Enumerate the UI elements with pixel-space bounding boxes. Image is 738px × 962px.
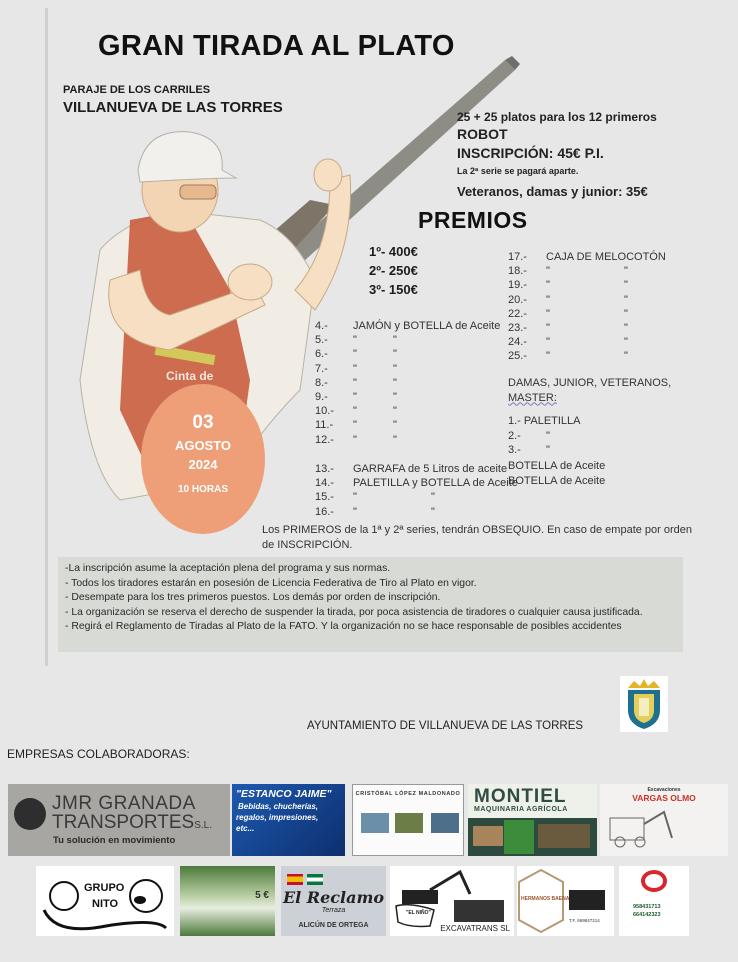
sponsor-hermanos-baena bbox=[517, 866, 614, 936]
prize-row bbox=[315, 462, 518, 476]
prize-row bbox=[315, 433, 500, 447]
category-extra bbox=[508, 459, 605, 488]
prize-row bbox=[315, 319, 500, 333]
jmr-suffix: S.L. bbox=[194, 820, 212, 831]
date-badge bbox=[141, 384, 265, 534]
prize-row bbox=[315, 347, 500, 361]
reclamo-name: El Reclamo bbox=[282, 888, 385, 907]
hermanos-phone: T.F. 669847214 bbox=[569, 918, 600, 923]
mode-info: ROBOT bbox=[457, 126, 508, 142]
estanco-name: "ESTANCO JAIME" bbox=[236, 788, 332, 800]
prize-row bbox=[315, 505, 518, 519]
prize-number: 5.- bbox=[315, 334, 328, 347]
left-border-line bbox=[45, 8, 48, 666]
backhoe-icon bbox=[606, 808, 676, 848]
ditto-mark: " bbox=[393, 376, 397, 389]
ditto-mark: " bbox=[353, 405, 357, 418]
prize-row bbox=[315, 404, 500, 418]
prize-number: 1.- bbox=[508, 415, 521, 427]
prize-number: 11.- bbox=[315, 419, 334, 432]
prize-number: 19.- bbox=[508, 279, 527, 292]
prize-number: 20.- bbox=[508, 293, 527, 306]
ditto-mark: " bbox=[546, 336, 550, 349]
prizes-heading: PREMIOS bbox=[418, 207, 528, 233]
prize-row bbox=[315, 490, 518, 504]
prize-row bbox=[315, 376, 500, 390]
rule-3: - Desempate para los tres primeros puestos. Los demás por orden de inscripción. bbox=[65, 592, 441, 603]
sponsor-excavatrans bbox=[390, 866, 514, 936]
prize-number: 16.- bbox=[315, 505, 334, 518]
sponsor-vargas-olmo bbox=[600, 784, 728, 856]
prize-number: 15.- bbox=[315, 491, 334, 504]
category-extra-1: BOTELLA de Aceite bbox=[508, 460, 606, 472]
jmr-line2: TRANSPORTES bbox=[52, 812, 195, 833]
prize-row bbox=[508, 321, 666, 335]
prize-number: 2.- bbox=[508, 429, 521, 442]
ditto-mark: " bbox=[624, 293, 628, 306]
reclamo-sub: Terraza bbox=[321, 907, 346, 914]
reclamo-place: ALICÚN DE ORTEGA bbox=[298, 922, 369, 929]
ditto-mark: " bbox=[546, 265, 550, 278]
prize-text: JAMÓN y BOTELLA de Aceite bbox=[353, 320, 501, 332]
sponsor-jmr-granada bbox=[8, 784, 230, 856]
prize-number: 4.- bbox=[315, 320, 328, 332]
prize-row bbox=[315, 390, 500, 404]
montiel-sub: MAQUINARIA AGRÍCOLA bbox=[474, 806, 568, 813]
second-series-info: La 2ª serie se pagará aparte. bbox=[457, 166, 579, 176]
ditto-mark: " bbox=[353, 334, 357, 347]
category-heading-2: MASTER: bbox=[508, 391, 557, 404]
prize-number: 25.- bbox=[508, 350, 527, 363]
ditto-mark: " bbox=[624, 350, 628, 363]
prize-3: 3º- 150€ bbox=[369, 282, 418, 297]
ditto-mark: " bbox=[624, 336, 628, 349]
plates-info: 25 + 25 platos para los 12 primeros bbox=[457, 110, 657, 124]
excavatrans-nick: "EL NIÑO" bbox=[406, 910, 431, 916]
prize-text: PALETILLA bbox=[523, 415, 581, 427]
prize-1: 1º- 400€ bbox=[369, 244, 418, 259]
prize-text: PALETILLA y BOTELLA de Aceite bbox=[353, 477, 518, 490]
prize-number: 6.- bbox=[315, 348, 328, 361]
ditto-mark: " bbox=[353, 376, 357, 389]
category-prize-row bbox=[508, 429, 671, 444]
montiel-name: MONTIEL bbox=[474, 786, 567, 807]
ditto-mark: " bbox=[393, 433, 397, 446]
prize-text: CAJA DE MELOCOTÓN bbox=[546, 251, 666, 263]
jmr-tagline: Tu solución en movimiento bbox=[53, 835, 176, 846]
ditto-mark: " bbox=[624, 322, 628, 335]
jmr-line2-wrap bbox=[52, 813, 212, 835]
prize-number: 13.- bbox=[315, 463, 334, 475]
event-day: 03 bbox=[192, 412, 214, 433]
red-swirl-icon bbox=[641, 870, 667, 892]
ditto-mark: " bbox=[546, 307, 550, 320]
fee-info: INSCRIPCIÓN: 45€ P.I. bbox=[457, 145, 604, 161]
ditto-mark: " bbox=[393, 419, 397, 432]
prize-number: 22.- bbox=[508, 307, 527, 320]
event-year: 2024 bbox=[188, 457, 218, 472]
prize-2: 2º- 250€ bbox=[369, 263, 418, 278]
prize-text: GARRAFA de 5 Litros de aceite bbox=[353, 463, 508, 475]
nito-line1: GRUPO bbox=[84, 882, 125, 894]
aceite-price: 5 € bbox=[255, 890, 269, 901]
last-phone1: 958431713 bbox=[633, 904, 661, 910]
nito-line2: NITO bbox=[92, 898, 119, 910]
photo-1 bbox=[361, 813, 389, 833]
prize-row bbox=[508, 278, 666, 292]
estanco-line2: regalos, impresiones, bbox=[236, 813, 319, 822]
prize-number: 9.- bbox=[315, 391, 328, 404]
photo-2 bbox=[395, 813, 423, 833]
ditto-mark: " bbox=[431, 505, 435, 518]
prize-number: 18.- bbox=[508, 265, 527, 278]
rules-box bbox=[58, 557, 683, 652]
ditto-mark: " bbox=[353, 362, 357, 375]
vest-caption: Cinta de bbox=[166, 369, 214, 383]
category-heading: DAMAS, JUNIOR, VETERANOS, bbox=[508, 377, 672, 389]
rule-5: - Regirá el Reglamento de Tiradas al Plato de la FATO. Y la organización no se hace responsable de posibles accidentes bbox=[65, 621, 622, 632]
organizer-name: AYUNTAMIENTO DE VILLANUEVA DE LAS TORRES bbox=[307, 720, 584, 732]
ditto-mark: " bbox=[546, 279, 550, 292]
ditto-mark: " bbox=[546, 322, 550, 335]
reduced-fee-info: Veteranos, damas y junior: 35€ bbox=[457, 184, 648, 199]
prize-row bbox=[315, 333, 500, 347]
sponsor-el-reclamo bbox=[281, 866, 386, 936]
prize-row bbox=[508, 307, 666, 321]
prize-row bbox=[508, 250, 666, 264]
ditto-mark: " bbox=[353, 433, 357, 446]
ditto-mark: " bbox=[353, 505, 357, 518]
ditto-mark: " bbox=[353, 419, 357, 432]
ditto-mark: " bbox=[393, 405, 397, 418]
ditto-mark: " bbox=[624, 279, 628, 292]
ditto-mark: " bbox=[546, 350, 550, 363]
category-prizes bbox=[508, 376, 671, 458]
coat-of-arms-icon bbox=[620, 676, 668, 732]
rule-4: - La organización se reserva el derecho de suspender la tirada, por poca asistencia de tiradores o cualquier causa justificada. bbox=[65, 606, 643, 618]
prize-number: 7.- bbox=[315, 362, 328, 375]
ditto-mark: " bbox=[546, 293, 550, 306]
town-name: VILLANUEVA DE LAS TORRES bbox=[63, 99, 283, 116]
prize-row bbox=[315, 362, 500, 376]
prize-row bbox=[508, 349, 666, 363]
category-extra-2: BOTELLA de Aceite bbox=[508, 474, 606, 487]
event-details bbox=[457, 110, 657, 205]
prize-row bbox=[508, 335, 666, 349]
prize-number: 24.- bbox=[508, 336, 527, 349]
globe-icon bbox=[14, 798, 46, 830]
ditto-mark: " bbox=[353, 491, 357, 504]
prize-list-left bbox=[315, 319, 500, 447]
prize-number: 8.- bbox=[315, 376, 328, 389]
obsequio-note: Los PRIMEROS de la 1ª y 2ª series, tendrán OBSEQUIO. En caso de empate por orden de INSCRIPCIÓN. bbox=[262, 524, 693, 551]
category-prize-row bbox=[508, 443, 671, 458]
photo-3 bbox=[431, 813, 459, 833]
ditto-mark: " bbox=[353, 348, 357, 361]
rule-1: -La inscripción asume la aceptación plena del programa y sus normas. bbox=[65, 563, 391, 574]
top-prizes bbox=[369, 242, 418, 299]
ditto-mark: " bbox=[393, 348, 397, 361]
ditto-mark: " bbox=[431, 491, 435, 504]
ditto-mark: " bbox=[353, 391, 357, 404]
prize-number: 17.- bbox=[508, 251, 527, 263]
event-time: 10 HORAS bbox=[177, 484, 228, 495]
prize-text: " bbox=[546, 429, 550, 442]
prize-row bbox=[508, 264, 666, 278]
event-month: AGOSTO bbox=[174, 438, 232, 453]
sponsor-aceite bbox=[180, 866, 275, 936]
rule-2: - Todos los tiradores estarán en posesión de Licencia Federativa de Tiro al Plato en vigor. bbox=[65, 577, 477, 589]
prize-number: 3.- bbox=[508, 444, 521, 456]
vargas-name: VARGAS OLMO bbox=[632, 793, 696, 803]
sponsor-grupo-nito bbox=[36, 866, 174, 936]
excavatrans-name: EXCAVATRANS SL bbox=[440, 924, 510, 933]
estanco-line1: Bebidas, chucherías, bbox=[238, 802, 319, 811]
spain-flag-icon bbox=[287, 874, 303, 885]
jmr-line1: JMR GRANADA bbox=[52, 793, 196, 814]
prize-list-right bbox=[508, 250, 666, 364]
prize-list-lower bbox=[315, 462, 518, 519]
category-prize-row bbox=[508, 414, 671, 429]
prize-number: 12.- bbox=[315, 433, 334, 446]
sponsor-last bbox=[619, 866, 689, 936]
ditto-mark: " bbox=[393, 362, 397, 375]
sponsor-cristobal-lopez bbox=[352, 784, 464, 856]
prize-number: 14.- bbox=[315, 477, 334, 490]
prize-row bbox=[508, 293, 666, 307]
prize-number: 10.- bbox=[315, 405, 334, 418]
sponsor-montiel bbox=[468, 784, 597, 856]
estanco-line3: etc... bbox=[236, 824, 255, 833]
last-phone2: 664142323 bbox=[633, 912, 661, 918]
hermanos-name: HERMANOS BAENA bbox=[521, 896, 570, 902]
ditto-mark: " bbox=[393, 391, 397, 404]
sponsors-heading: EMPRESAS COLABORADORAS: bbox=[7, 747, 190, 761]
prize-text: " bbox=[546, 444, 550, 456]
venue-name: PARAJE DE LOS CARRILES bbox=[63, 84, 211, 96]
ditto-mark: " bbox=[624, 307, 628, 320]
andalucia-flag-icon bbox=[307, 874, 323, 885]
vargas-pre: Excavaciones bbox=[647, 787, 681, 793]
prize-row bbox=[315, 418, 500, 432]
cristobal-name: CRISTÓBAL LÓPEZ MALDONADO bbox=[355, 791, 461, 797]
sponsor-estanco-jaime bbox=[232, 784, 345, 856]
ditto-mark: " bbox=[393, 334, 397, 347]
ditto-mark: " bbox=[624, 265, 628, 278]
prize-number: 23.- bbox=[508, 322, 527, 335]
poster-title: GRAN TIRADA AL PLATO bbox=[98, 30, 455, 62]
prize-row bbox=[315, 476, 518, 490]
